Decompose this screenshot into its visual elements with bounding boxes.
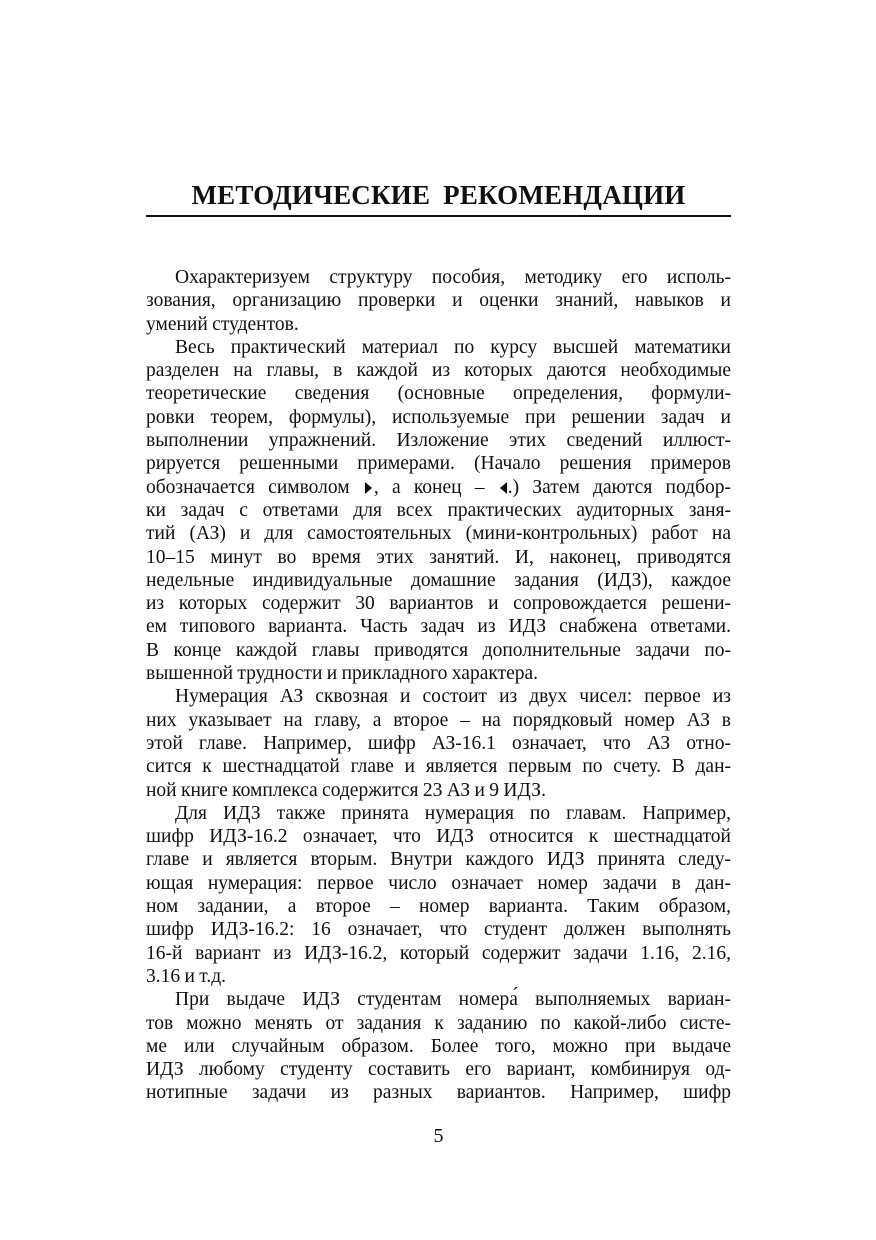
- text-line: рируется решенными примерами. (Начало решения примеров: [146, 453, 731, 475]
- text-line-with-symbols: [146, 476, 731, 499]
- text-line: теоретические сведения (основные определения, формули-: [146, 383, 731, 405]
- body-text: [146, 266, 731, 1105]
- example-end-icon: [500, 482, 507, 494]
- text-line: Охарактеризуем структуру пособия, методику его исполь-: [175, 267, 731, 288]
- text-line: из которых содержит 30 вариантов и сопровождается решени-: [146, 593, 731, 615]
- text-line: тов можно менять от задания к заданию по какой-либо систе-: [146, 1012, 731, 1034]
- text-line: зования, организацию проверки и оценки знаний, навыков и: [146, 290, 731, 312]
- title-underline: [146, 215, 731, 217]
- text-line: умений студентов.: [146, 313, 299, 335]
- text-line: вышенной трудности и прикладного характера.: [146, 663, 539, 685]
- text-line: тий (АЗ) и для самостоятельных (мини-контрольных) работ на: [146, 523, 731, 545]
- text-line: В конце каждой главы приводятся дополнительные задачи по-: [146, 639, 731, 661]
- page-number: 5: [433, 1125, 444, 1147]
- text-line: ме или случайным образом. Более того, можно при выдаче: [146, 1035, 731, 1057]
- text-line: Весь практический материал по курсу высшей математики: [175, 336, 731, 358]
- example-start-icon: [365, 482, 372, 494]
- text-segment: обозначается символом: [146, 476, 363, 498]
- text-line: ИДЗ любому студенту составить его вариант, комбинируя од-: [146, 1059, 731, 1081]
- text-line: 3.16 и т.д.: [146, 965, 227, 987]
- text-line: ем типового варианта. Часть задач из ИДЗ снабжена ответами.: [146, 616, 731, 638]
- text-line: этой главе. Например, шифр АЗ-16.1 означает, что АЗ отно-: [146, 732, 731, 754]
- text-line: ющая нумерация: первое число означает номер задачи в дан-: [146, 872, 731, 894]
- text-line: сится к шестнадцатой главе и является первым по счету. В дан-: [146, 756, 731, 778]
- text-line: ровки теорем, формулы), используемые при решении задач и: [146, 406, 731, 428]
- text-line: них указывает на главу, а второе – на порядковый номер АЗ в: [146, 709, 731, 731]
- text-line: 10–15 минут во время этих занятий. И, наконец, приводятся: [146, 546, 731, 568]
- book-page: [146, 0, 731, 1240]
- text-line: шифр ИДЗ-16.2: 16 означает, что студент должен выполнять: [146, 919, 731, 941]
- text-line: главе и является вторым. Внутри каждого ИДЗ принята следу-: [146, 849, 731, 871]
- text-line: Нумерация АЗ сквозная и состоит из двух чисел: первое из: [175, 686, 731, 708]
- text-segment: .) Затем даются подбор-: [507, 476, 731, 498]
- text-line: разделен на главы, в каждой из которых даются необходимые: [146, 360, 731, 382]
- text-line: 16-й вариант из ИДЗ-16.2, который содержит задачи 1.16, 2.16,: [146, 942, 731, 964]
- text-segment: , а конец –: [373, 476, 498, 498]
- text-line: шифр ИДЗ-16.2 означает, что ИДЗ относится к шестнадцатой: [146, 826, 731, 848]
- text-line: При выдаче ИДЗ студентам номера́ выполняемых вариан-: [175, 989, 731, 1011]
- text-line: ном задании, а второе – номер варианта. Таким образом,: [146, 896, 731, 918]
- text-line: выполнении упражнений. Изложение этих сведений иллюст-: [146, 430, 731, 452]
- text-line: ки задач с ответами для всех практических аудиторных заня-: [146, 499, 731, 521]
- text-line: недельные индивидуальные домашние задания (ИДЗ), каждое: [146, 569, 731, 591]
- text-line: ной книге комплекса содержится 23 АЗ и 9 ИДЗ.: [146, 779, 546, 801]
- page-title: МЕТОДИЧЕСКИЕ РЕКОМЕНДАЦИИ: [191, 180, 686, 210]
- text-line: нотипные задачи из разных вариантов. Например, шифр: [146, 1082, 731, 1104]
- text-line: Для ИДЗ также принята нумерация по главам. Например,: [175, 802, 731, 824]
